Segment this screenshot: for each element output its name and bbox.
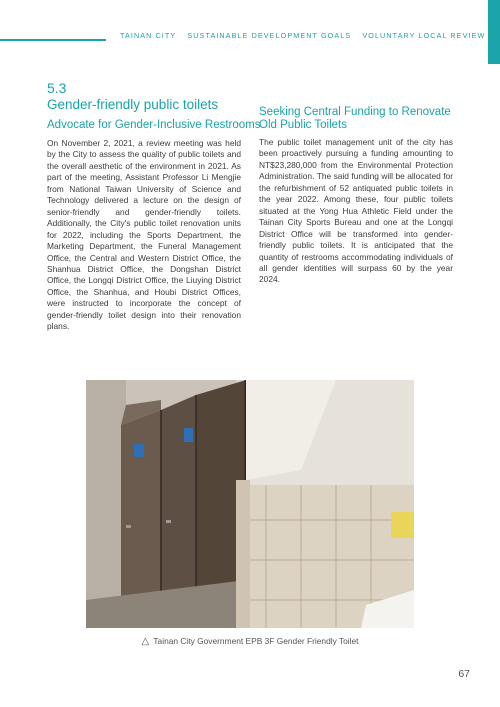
- header-item-city: TAINAN CITY: [120, 31, 177, 40]
- side-tab: [488, 0, 500, 64]
- right-body-text: The public toilet management unit of the city has been proactively pursuing a funding amounting to NT$23,280,000 from the Environmental Protection Administration. The said funding will be allocated for the refurbishment of 52 antiquated public toilets in the year 2022. Among these, four public toilets situated at the Yong Hua Athletic Field under the Tainan City Sports Bureau and one at the Longqi District Office will be transformed into gender-friendly public toilets. It is anticipated that the quantity of restrooms accommodating individuals of all gender identities will surpass 60 by the year 2024.: [259, 137, 453, 285]
- page-number: 67: [458, 668, 470, 680]
- left-body-text: On November 2, 2021, a review meeting was held by the City to assess the quality of public toilets and the overall aesthetic of the environment in 2021. As part of the meeting, Assistant Professor Li Mengjie from National Taiwan University of Science and Technology delivered a lecture on the design of senior-friendly and gender-friendly toilets. Additionally, the City's public toilet renovation units for 2022, including the Sports Department, the Marketing Department, the Funeral Management Office, the Central and Western District Office, the Shanhua District Office, the Dongshan District Office, the Longqi District Office, the Liuying District Office, the Shanhua, and Houbi District Offices, were instructed to incorporate the concept of gender-friendly toilet design into their renovation plans.: [47, 138, 241, 332]
- caption-triangle-icon: △: [141, 636, 150, 647]
- figure-caption: [0, 636, 500, 647]
- section-title: Gender-friendly public toilets: [47, 97, 219, 112]
- header-rule: [0, 39, 106, 41]
- caption-text: Tainan City Government EPB 3F Gender Friendly Toilet: [153, 636, 359, 646]
- left-subheading: Advocate for Gender-Inclusive Restrooms: [47, 119, 261, 131]
- header-item-vlr: VOLUNTARY LOCAL REVIEW: [362, 31, 486, 40]
- right-subheading: Seeking Central Funding to Renovate Old Public Toilets: [259, 106, 451, 131]
- header-item-sdg: SUSTAINABLE DEVELOPMENT GOALS: [187, 31, 352, 40]
- section-number: 5.3: [47, 80, 67, 96]
- running-header: [120, 31, 493, 40]
- restroom-photo: [86, 380, 414, 628]
